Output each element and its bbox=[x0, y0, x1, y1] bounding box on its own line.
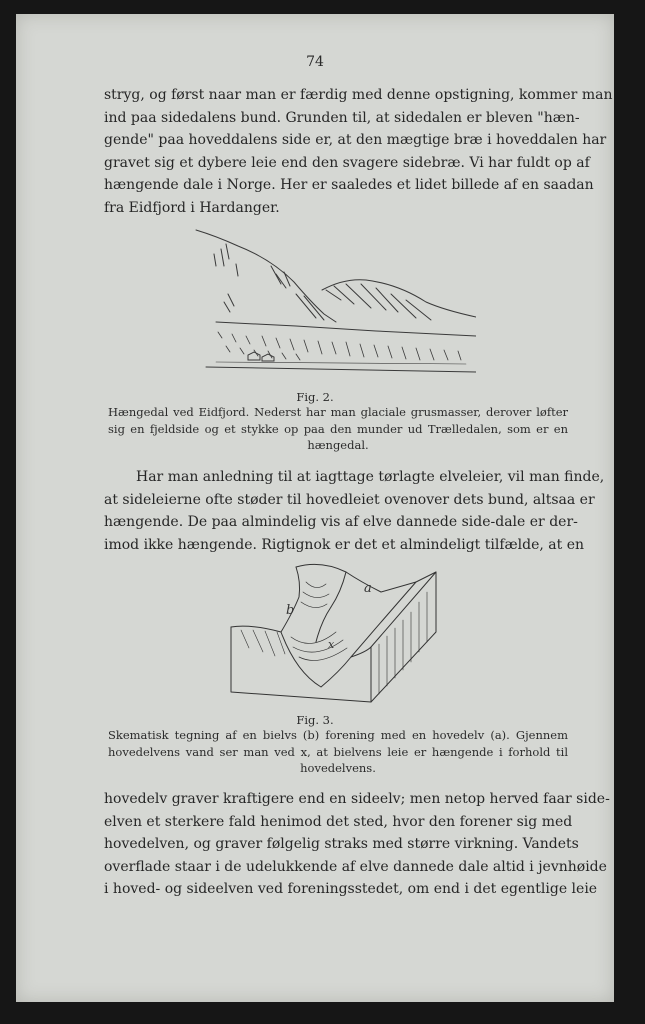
caption-line: hovedelvens. bbox=[300, 761, 376, 775]
text-line: at sideleierne ofte støder til hovedleiet ovenover dets bund, altsaa er bbox=[104, 491, 595, 508]
caption-line: Skematisk tegning af en bielvs (b) forening med en hovedelv (a). Gjennem bbox=[108, 728, 568, 742]
figure-3-illustration bbox=[221, 552, 461, 707]
figure-2-label: Fig. 2. bbox=[296, 390, 334, 404]
caption-line: hængedal. bbox=[307, 438, 369, 452]
text-line: gende" paa hoveddalens side er, at den mægtige bræ i hoveddalen har bbox=[104, 132, 607, 148]
caption-line: Hængedal ved Eidfjord. Nederst har man glaciale grusmasser, derover løfter bbox=[108, 405, 568, 419]
text-line: hovedelven, og graver følgelig straks med større virkning. Vandets bbox=[104, 836, 579, 852]
text-line: stryg, og først naar man er færdig med denne opstigning, kommer man bbox=[104, 87, 613, 103]
caption-line: hovedelvens vand ser man ved x, at bielvens leie er hængende i forhold til bbox=[108, 744, 568, 759]
text-line: i hoved- og sideelven ved foreningsstedet, om end i det egentlige leie bbox=[104, 881, 598, 897]
text-line: elven et sterkere fald henimod det sted, hvor den forener sig med bbox=[104, 813, 573, 830]
caption-line: sig en fjeldside og et stykke op paa den munder ud Trælledalen, som er en bbox=[108, 421, 568, 436]
figure-3-letter-a: a bbox=[364, 581, 372, 596]
book-page bbox=[16, 14, 614, 1002]
text-line: overflade staar i de udelukkende af elve dannede dale altid i jevnhøide bbox=[104, 858, 607, 875]
paragraph-2 bbox=[104, 466, 605, 556]
page-number: 74 bbox=[306, 54, 324, 70]
paragraph-3 bbox=[104, 788, 610, 901]
figure-3-caption bbox=[108, 727, 568, 777]
figure-3-label: Fig. 3. bbox=[296, 713, 334, 727]
figure-2-caption bbox=[108, 404, 568, 454]
text-line: ind paa sidedalens bund. Grunden til, at sidedalen er bleven "hæn- bbox=[104, 109, 580, 126]
figure-2-illustration bbox=[176, 214, 476, 374]
text-line: hængende dale i Norge. Her er saaledes et lidet billede af en saadan bbox=[104, 177, 594, 193]
text-line: hængende. De paa almindelig vis af elve dannede side-dale er der- bbox=[104, 514, 578, 530]
text-line: fra Eidfjord i Hardanger. bbox=[104, 199, 280, 216]
text-line: Har man anledning til at iagttage tørlagte elveleier, vil man finde, bbox=[136, 469, 605, 485]
paragraph-1 bbox=[104, 84, 613, 219]
figure-3-letter-x: x bbox=[328, 638, 335, 651]
figure-3-letter-b: b bbox=[286, 603, 295, 618]
text-line: imod ikke hængende. Rigtignok er det et almindeligt tilfælde, at en bbox=[104, 536, 585, 553]
text-line: hovedelv graver kraftigere end en sideelv; men netop herved faar side- bbox=[104, 791, 610, 807]
text-line: gravet sig et dybere leie end den svagere sidebræ. Vi har fuldt op af bbox=[104, 154, 590, 171]
